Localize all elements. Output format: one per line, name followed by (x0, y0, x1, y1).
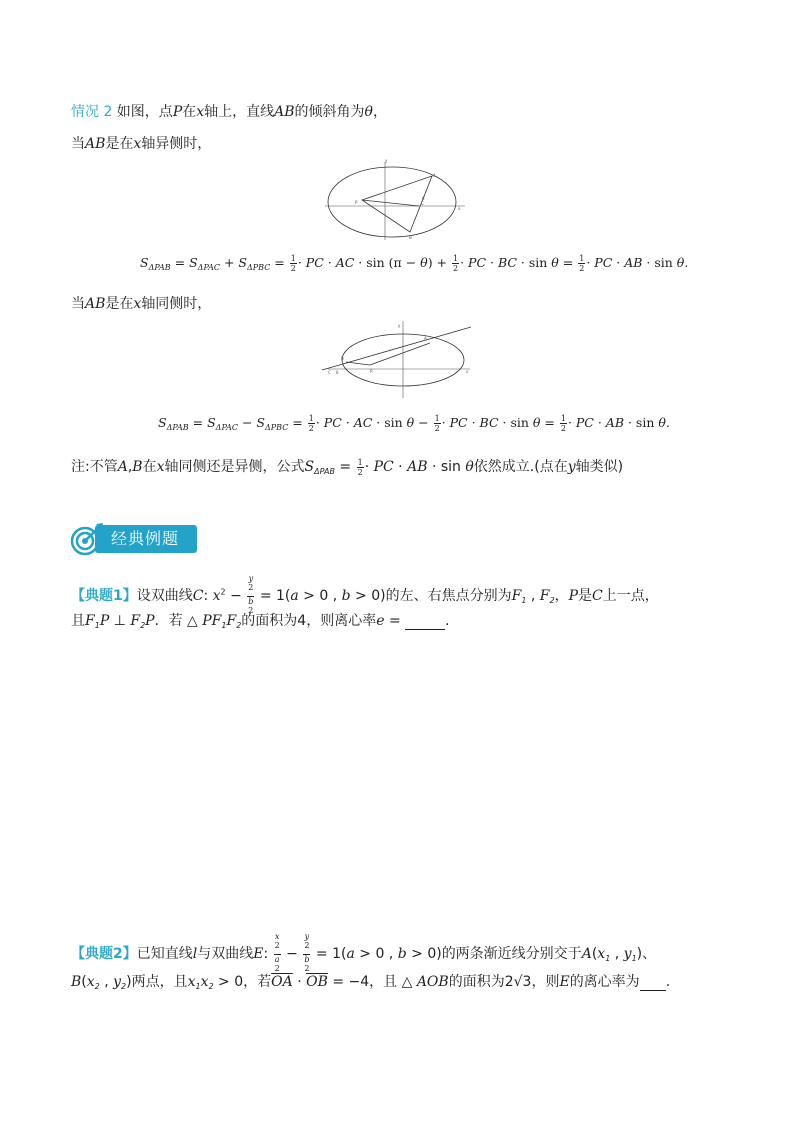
ex1-line1: 【典题1】设双曲线C: $x^2$ − y $^2$ b $^2$ = 1(a > 0 , b > 0)的左、右焦点分别为$F_1$ , $F_2$，P是C上一点， (71, 574, 659, 615)
figure-same-side (318, 318, 476, 400)
case2-note: 注:不管A,B在x轴同侧还是异侧，公式$S_{\Delta PAB}$ = $\frac{1}{2}$ · PC · AB · sin θ依然成立.(点在y轴类似) (71, 457, 624, 477)
figure-opposite-side (322, 158, 472, 242)
case2-same-line: 当AB是在x轴同侧时， (71, 296, 212, 312)
ex2-line1: 【典题2】已知直线l与双曲线E: x $^2$ a $^2$ − y $^2$ b $^2$ = 1(a > 0 , b > 0)的两条渐近线分别交于$A(x_1$ , $y_1$)、 (71, 932, 657, 973)
fig2-label-theta: θ (336, 370, 339, 375)
fig2-label-b: B (341, 356, 344, 361)
fig1-ellipse (328, 167, 456, 237)
fig1-label-c: C (421, 201, 424, 206)
case2-opposite-line: 当AB是在x轴异侧时， (71, 136, 212, 152)
fig1-label-x: x (458, 206, 461, 211)
ex1-label: 【典题1】 (71, 588, 137, 605)
fig2-label-y: y (398, 323, 401, 328)
fig2-label-x: x (466, 369, 469, 374)
fig1-label-a: A (433, 173, 436, 178)
section-title-badge: 经典例题 (95, 525, 197, 553)
fig1-pc-line (362, 200, 419, 206)
fig2-pa-line (370, 343, 430, 365)
case2-label: 情况 2 (71, 104, 113, 120)
fig2-line-ab (322, 327, 471, 370)
fig2-pb-line (346, 362, 370, 365)
fig1-label-p: P (355, 200, 358, 205)
fig1-label-b: B (409, 235, 412, 240)
fig1-label-theta: θ (422, 196, 425, 201)
case2-intro-line: 情况 2 如图，点P在x轴上，直线AB的倾斜角为θ， (71, 104, 387, 120)
fig2-label-c: C (328, 370, 331, 375)
fig1-label-y: y (385, 158, 388, 163)
formula-opposite: $S_{\Delta PAB} = S_{\Delta PAC} + S_{\Delta PBC}$ = $\frac{1}{2}$ · PC · AC · sin (π − θ) + $\frac{1}{2}$ · PC · BC · sin θ = $\frac{1}{2}$ · PC · AB · sin θ. (140, 254, 689, 273)
ex2-label: 【典题2】 (71, 946, 137, 963)
fig2-label-a: A (424, 336, 427, 341)
fig2-label-p: P (370, 369, 373, 374)
ex2-line2: $B(x_2$ , $y_2$)两点，且$x_1x_2 > 0$，若$\overline{OA} \cdot \overline{OB} = -4$，且 △ AOB的面积为2√3，则E的离心率为 . (71, 974, 671, 991)
ex1-line2: 且$F_1P$ ⊥ $F_2P$．若 △ $PF_1F_2$的面积为4，则离心率e = . (71, 613, 450, 630)
formula-same: $S_{\Delta PAB} = S_{\Delta PAC} - S_{\Delta PBC}$ = $\frac{1}{2}$ · PC · AC · sin θ − $\frac{1}{2}$ · PC · BC · sin θ = $\frac{1}{2}$ · PC · AB · sin θ. (158, 414, 670, 433)
